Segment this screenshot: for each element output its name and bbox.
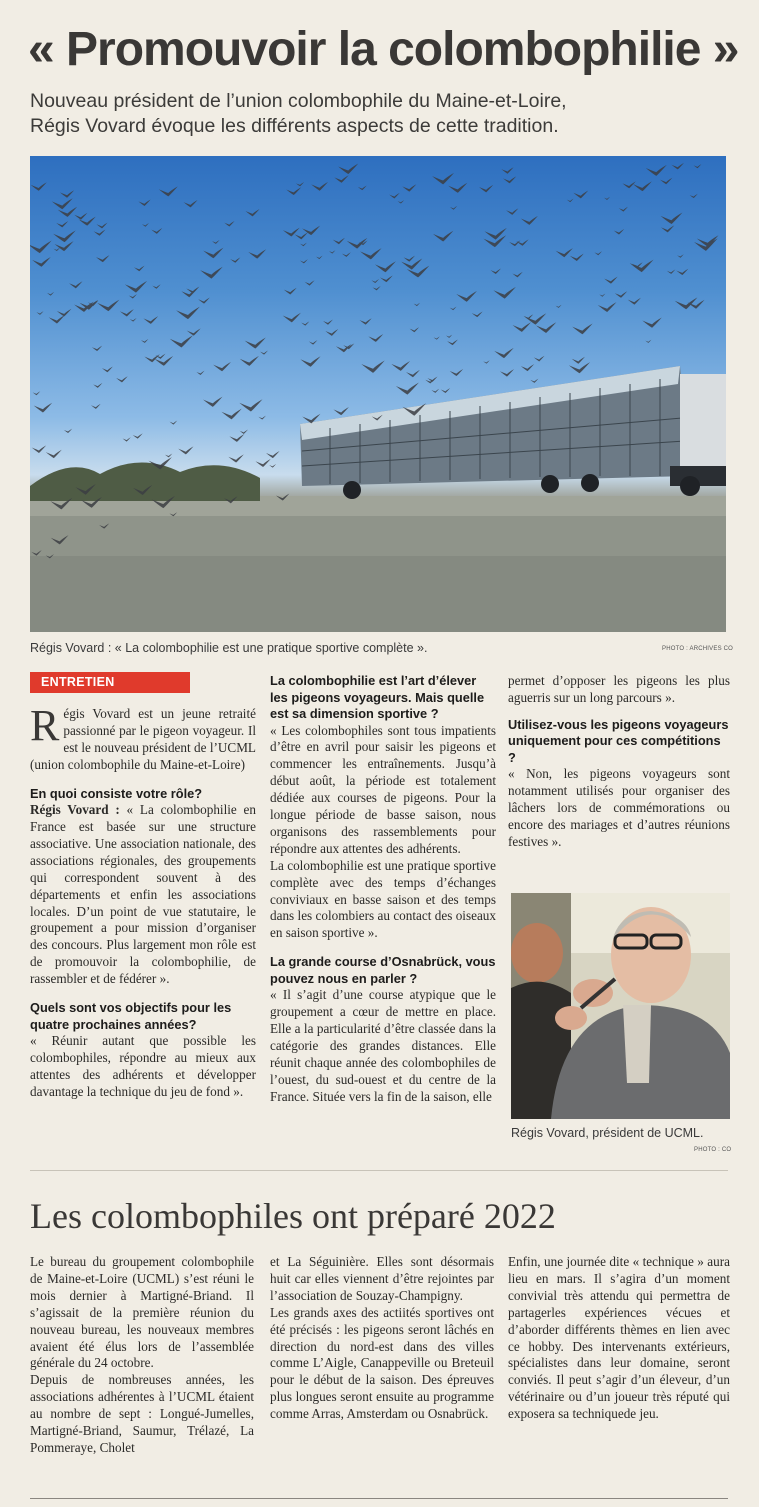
portrait-caption: Régis Vovard, président de UCML. xyxy=(511,1126,704,1140)
pigeon-shape xyxy=(142,223,149,227)
article2-column-2 xyxy=(270,1254,494,1423)
pigeon-shape xyxy=(93,383,102,388)
pigeon-shape xyxy=(604,197,610,200)
pigeon-shape xyxy=(506,208,518,214)
interview-column-2 xyxy=(270,673,496,1106)
pigeon-shape xyxy=(230,257,240,262)
pigeon-shape xyxy=(94,229,106,235)
answer-osnabruck-continued: permet d’opposer les pigeons les plus aguerris sur un long parcours ». xyxy=(508,673,730,705)
pigeon-shape xyxy=(530,379,538,383)
pigeon-shape xyxy=(240,356,259,366)
pigeon-shape xyxy=(323,320,333,325)
pigeon-shape xyxy=(450,206,457,210)
pigeon-shape xyxy=(198,298,210,304)
pigeon-shape xyxy=(152,284,160,288)
pigeon-shape xyxy=(402,184,416,191)
portrait-photo xyxy=(511,893,730,1119)
pigeon-shape xyxy=(642,318,661,328)
pigeon-shape xyxy=(432,173,454,185)
pigeon-shape xyxy=(446,335,452,338)
pigeon-shape xyxy=(283,313,301,323)
pigeon-shape xyxy=(441,388,450,393)
pigeon-shape xyxy=(490,268,501,274)
pigeon-shape xyxy=(283,228,300,237)
pigeon-shape xyxy=(203,397,223,407)
pigeon-shape xyxy=(32,445,46,453)
pigeon-shape xyxy=(633,181,652,191)
pigeon-shape xyxy=(661,213,683,224)
pigeon-shape xyxy=(170,420,178,424)
pigeon-shape xyxy=(224,221,234,226)
pigeon-shape xyxy=(221,409,241,420)
bottom-rule xyxy=(30,1498,728,1499)
answer-objectives: « Réunir autant que possible les colombophiles, répondre au mieux aux attentes des adhérents et développer davantage la technique du jeu de fond ». xyxy=(30,1033,256,1099)
pigeon-shape xyxy=(433,231,453,242)
pigeon-shape xyxy=(46,450,62,458)
pigeon-shape xyxy=(619,207,628,212)
pigeon-shape xyxy=(97,300,119,312)
pigeon-shape xyxy=(69,281,82,288)
pigeon-shape xyxy=(228,454,243,462)
pigeon-shape xyxy=(536,322,556,333)
portrait-credit: PHOTO : CO xyxy=(694,1147,732,1153)
pigeon-shape xyxy=(260,350,268,354)
pigeon-shape xyxy=(305,280,315,285)
pigeon-shape xyxy=(284,288,297,295)
pigeon-shape xyxy=(380,275,393,282)
speaker-name: Régis Vovard : xyxy=(30,802,120,818)
pigeon-shape xyxy=(494,348,513,358)
pigeon-shape xyxy=(375,261,396,272)
pigeon-shape xyxy=(628,298,641,305)
pigeon-shape xyxy=(302,226,320,236)
pigeon-shape xyxy=(74,213,87,220)
pigeon-shape xyxy=(372,286,380,290)
pigeon-shape xyxy=(599,293,605,296)
pigeon-shape xyxy=(396,383,419,395)
pigeon-shape xyxy=(447,340,458,346)
pigeon-shape xyxy=(646,165,667,176)
pigeon-shape xyxy=(512,272,522,277)
pigeon-shape xyxy=(239,399,262,411)
pigeon-shape xyxy=(604,277,617,284)
pigeon-shape xyxy=(410,327,419,332)
question-uses: Utilisez-vous les pigeons voyageurs uniquement pour ces compétitions ? xyxy=(508,716,729,765)
pigeon-shape xyxy=(325,329,338,336)
standfirst-line-2: Régis Vovard évoque les différents aspects de cette tradition. xyxy=(30,115,559,137)
pigeon-shape xyxy=(245,209,259,216)
pigeon-shape xyxy=(196,371,204,375)
interview-column-3 xyxy=(508,673,730,851)
answer-sport-1: « Les colombophiles sont tous impatients d’être en avril pour saisir les pigeons et commencer les entraînements. Jusqu’à début août, la période est totalement dédiée aux courses de pigeons. Pour la longue période de basse saison, nous organisons des rassemblements pour répondre aux attentes des adhérents. xyxy=(270,722,496,856)
pigeon-shape xyxy=(269,464,276,468)
pigeon-shape xyxy=(448,183,467,193)
interview-column-1 xyxy=(30,701,257,1101)
pigeon-shape xyxy=(245,337,266,348)
pigeon-shape xyxy=(248,249,266,258)
pigeon-shape xyxy=(300,356,320,367)
pigeon-shape xyxy=(556,248,573,257)
pigeon-shape xyxy=(368,334,383,342)
pigeon-shape xyxy=(64,429,72,433)
pigeon-shape xyxy=(660,178,672,184)
article2-paragraph-3: et La Séguinière. Elles sont désormais huit car elles viennent d’être rejointes par l’association de Souzay-Champigny. xyxy=(270,1254,494,1303)
pigeon-shape xyxy=(176,307,200,319)
pigeon-shape xyxy=(34,403,52,413)
question-osnabruck: La grande course d’Osnabrück, vous pouvez nous en parler ? xyxy=(270,954,496,986)
pigeon-shape xyxy=(389,193,400,199)
portrait-illustration xyxy=(511,893,730,1119)
pigeon-shape xyxy=(690,194,698,198)
main-photo xyxy=(30,156,726,632)
pigeon-shape xyxy=(401,258,422,269)
pigeon-shape xyxy=(311,182,328,191)
pigeon-shape xyxy=(57,309,72,317)
pigeon-shape xyxy=(521,364,534,371)
pigeon-shape xyxy=(159,186,178,196)
pigeon-shape xyxy=(333,238,345,244)
pigeon-shape xyxy=(258,416,266,420)
pigeon-shape xyxy=(295,232,308,239)
pigeon-shape xyxy=(676,269,688,275)
pigeon-shape xyxy=(143,316,158,324)
pigeon-shape xyxy=(255,459,270,467)
article2-title: Les colombophiles ont préparé 2022 xyxy=(30,1196,556,1236)
answer-uses: « Non, les pigeons voyageurs sont notamment utilisés pour organiser des lâchers lors de commémorations ou encore des mariages et d’autres réunions festives ». xyxy=(508,766,730,849)
pigeon-shape xyxy=(31,182,47,190)
pigeon-shape xyxy=(598,302,617,312)
pigeon-shape xyxy=(133,433,143,438)
pigeon-shape xyxy=(96,255,109,262)
pigeon-shape xyxy=(594,251,602,255)
pigeon-shape xyxy=(404,256,415,262)
pigeon-shape xyxy=(573,191,588,199)
pigeon-shape xyxy=(138,200,150,206)
pigeon-shape xyxy=(187,328,201,335)
pigeon-shape xyxy=(434,336,440,339)
pigeon-shape xyxy=(570,254,584,261)
pigeon-shape xyxy=(170,335,193,347)
pigeon-shape xyxy=(47,292,54,296)
pigeon-shape xyxy=(371,279,379,283)
pigeon-shape xyxy=(53,230,76,242)
dropcap: R xyxy=(30,701,60,750)
pigeon-shape xyxy=(479,185,493,192)
pigeon-shape xyxy=(116,376,128,382)
pigeon-shape xyxy=(525,313,547,324)
pigeon-shape xyxy=(134,266,145,272)
pigeon-shape xyxy=(130,318,137,322)
pigeon-shape xyxy=(129,294,137,298)
section-tag: ENTRETIEN xyxy=(30,672,190,693)
pigeon-shape xyxy=(36,311,43,315)
pigeon-shape xyxy=(450,369,463,376)
pigeon-shape xyxy=(91,404,101,409)
pigeon-shape xyxy=(672,163,684,170)
pigeon-shape xyxy=(123,437,131,441)
pigeon-shape xyxy=(120,309,134,316)
pigeon-shape xyxy=(56,221,68,227)
pigeon-shape xyxy=(360,248,382,259)
article2-paragraph-4: Les grands axes des actiités sportives ont été précisés : les pigeons seront lâchés en direction du nord-est dans des villes comme L’Aigle, Canappeville ou Breteuil pour le début de la saison. Des épreuves plus longues seront ensuite au programme comme Arras, Amsterdam ou Osnabrück. xyxy=(270,1304,494,1422)
pigeon-shape xyxy=(359,318,371,324)
main-photo-caption: Régis Vovard : « La colombophilie est une pratique sportive complète ». xyxy=(30,641,428,655)
pigeon-shape xyxy=(472,311,483,317)
pigeon-shape xyxy=(240,430,248,434)
pigeon-shape xyxy=(229,434,244,442)
pigeon-shape xyxy=(334,175,348,183)
article2-column-3 xyxy=(508,1254,730,1423)
pigeon-shape xyxy=(58,207,77,217)
pigeon-release-illustration xyxy=(30,156,726,632)
pigeon-shape xyxy=(675,297,698,309)
pigeon-shape xyxy=(414,303,420,306)
pigeon-shape xyxy=(97,223,108,229)
pigeon-shape xyxy=(534,356,545,362)
pigeon-shape xyxy=(614,229,624,234)
intro-text: égis Vovard est un jeune retraité passionné par le pigeon voyageur. Il est le nouveau président de l’UCML (union colombophile du Maine-et-Loire) xyxy=(30,706,256,772)
pigeon-shape xyxy=(102,367,113,373)
pigeon-shape xyxy=(300,259,308,263)
page-title: « Promouvoir la colombophilie » xyxy=(28,23,739,76)
pigeon-shape xyxy=(632,262,642,267)
pigeon-shape xyxy=(358,185,367,190)
answer-role xyxy=(30,802,256,988)
pigeon-shape xyxy=(342,252,351,257)
pigeon-shape xyxy=(300,243,307,247)
pigeon-shape xyxy=(266,451,280,458)
pigeon-shape xyxy=(296,182,304,186)
pigeon-shape xyxy=(155,354,165,359)
pigeon-shape xyxy=(151,228,162,234)
pigeon-shape xyxy=(329,250,335,253)
answer-osnabruck: « Il s’agit d’une course atypique que le groupement a cœur de mettre en place. Elle a la particularité d’être classée dans la catégorie des grandes distances. Elle réunit chaque année des colombophiles de l’ouest, du sud-ouest et du centre de la France. Située vers la fin de la saison, elle xyxy=(270,987,496,1104)
pigeon-shape xyxy=(513,322,531,332)
pigeon-shape xyxy=(622,181,635,188)
standfirst xyxy=(30,89,740,139)
pigeon-shape xyxy=(141,339,148,343)
pigeon-shape xyxy=(309,340,318,345)
pigeon-shape xyxy=(333,407,349,415)
pigeon-shape xyxy=(667,269,676,274)
standfirst-line-1: Nouveau président de l’union colombophile du Maine-et-Loire, xyxy=(30,90,567,112)
pigeon-shape xyxy=(301,321,309,325)
article2-paragraph-1: Le bureau du groupement colombophile de Maine-et-Loire (UCML) s’est réuni le mois dernier à Martigné-Briand. Il s’agissait de la première réunion du nouveau bureau, les nouveaux membres avaient été élus lors de l’assemblée générale du 24 octobre. xyxy=(30,1254,254,1371)
article2-paragraph-5: Enfin, une journée dite « technique » aura lieu en mars. Il s’agira d’un moment convivial très attendu qui permettra de partagerles expériences vécues et d’aborder différents thèmes en lien avec ce hobby. Des intervenants extérieurs, spécialistes dans leur domaine, seront conviés. Il peut s’agir d’un éleveur, d’un vétérinaire ou d’un joueur très réputé qui exposera sa techniquede jeu. xyxy=(508,1254,730,1422)
pigeon-shape xyxy=(286,187,301,195)
pigeon-shape xyxy=(661,225,674,232)
pigeon-shape xyxy=(361,361,384,373)
pigeon-shape xyxy=(154,356,173,366)
pigeon-shape xyxy=(54,248,61,251)
pigeon-shape xyxy=(213,362,231,371)
pigeon-shape xyxy=(203,248,223,259)
pigeon-shape xyxy=(615,291,627,298)
article2-column-1 xyxy=(30,1254,254,1457)
pigeon-shape xyxy=(677,254,684,257)
pigeon-shape xyxy=(694,164,702,168)
pigeon-shape xyxy=(32,257,51,267)
pigeon-shape xyxy=(212,240,219,244)
pigeon-shape xyxy=(165,453,172,457)
question-role: En quoi consiste votre rôle? xyxy=(30,785,203,801)
main-photo-credit: PHOTO : ARCHIVES CO xyxy=(662,646,734,652)
pigeon-shape xyxy=(456,291,477,302)
intro-paragraph xyxy=(30,701,256,774)
pigeon-shape xyxy=(572,324,592,335)
pigeon-shape xyxy=(509,240,520,246)
answer-sport-2: La colombophilie est une pratique sportive complète avec des temps d’échanges conviviaux en basse saison et des temps dans les colombiers au contact des oiseaux en saison sportive ». xyxy=(270,857,496,941)
pigeon-shape xyxy=(645,340,651,343)
pigeon-shape xyxy=(630,260,654,273)
section-divider xyxy=(30,1170,728,1171)
pigeon-shape xyxy=(501,167,513,173)
pigeon-shape xyxy=(338,163,358,174)
pigeon-shape xyxy=(431,389,439,393)
pigeon-shape xyxy=(125,281,147,293)
pigeon-shape xyxy=(567,199,574,203)
pigeon-shape xyxy=(483,360,490,363)
pigeon-shape xyxy=(398,200,404,203)
article2-paragraph-2: Depuis de nombreuses années, les associations adhérentes à l’UCML étaient au nombre de sept : Longué-Jumelles, Martigné-Briand, Saumur, Trélazé, La Pommeraye, Cholet xyxy=(30,1372,254,1455)
pigeon-shape xyxy=(178,446,193,454)
pigeon-shape xyxy=(49,315,65,324)
pigeon-shape xyxy=(450,307,457,311)
pigeon-shape xyxy=(503,176,516,183)
pigeon-shape xyxy=(184,200,198,207)
pigeon-shape xyxy=(572,357,585,364)
question-sport: La colombophilie est l’art d’élever les pigeons voyageurs. Mais quelle est sa dimension sportive ? xyxy=(270,673,485,721)
pigeon-shape xyxy=(60,190,74,197)
pigeon-shape xyxy=(556,305,562,308)
pigeon-shape xyxy=(52,198,73,209)
answer-role-text: « La colombophilie en France est basée sur une structure associative. Une association nationale, des associations régionales, des groupements qui correspondent souvent à des départements et enfin les associations locales. D’un point de vue statutaire, le groupement a pour mission d’organiser des concours. Plus largement mon rôle est de promouvoir la colombophilie, de rassembler et de fédérer ». xyxy=(30,802,257,987)
pigeon-shape xyxy=(521,216,538,225)
pigeon-shape xyxy=(493,287,515,299)
pigeon-shape xyxy=(406,370,420,377)
question-objectives: Quels sont vos objectifs pour les quatre prochaines années? xyxy=(30,1000,232,1032)
pigeon-shape xyxy=(500,369,514,376)
pigeon-shape xyxy=(33,391,41,395)
pigeon-shape xyxy=(200,267,223,279)
pigeon-shape xyxy=(92,346,102,351)
pigeon-shape xyxy=(569,362,590,373)
pigeon-shape xyxy=(391,361,410,371)
pigeon-shape xyxy=(30,241,52,254)
pigeon-shape xyxy=(316,256,322,259)
